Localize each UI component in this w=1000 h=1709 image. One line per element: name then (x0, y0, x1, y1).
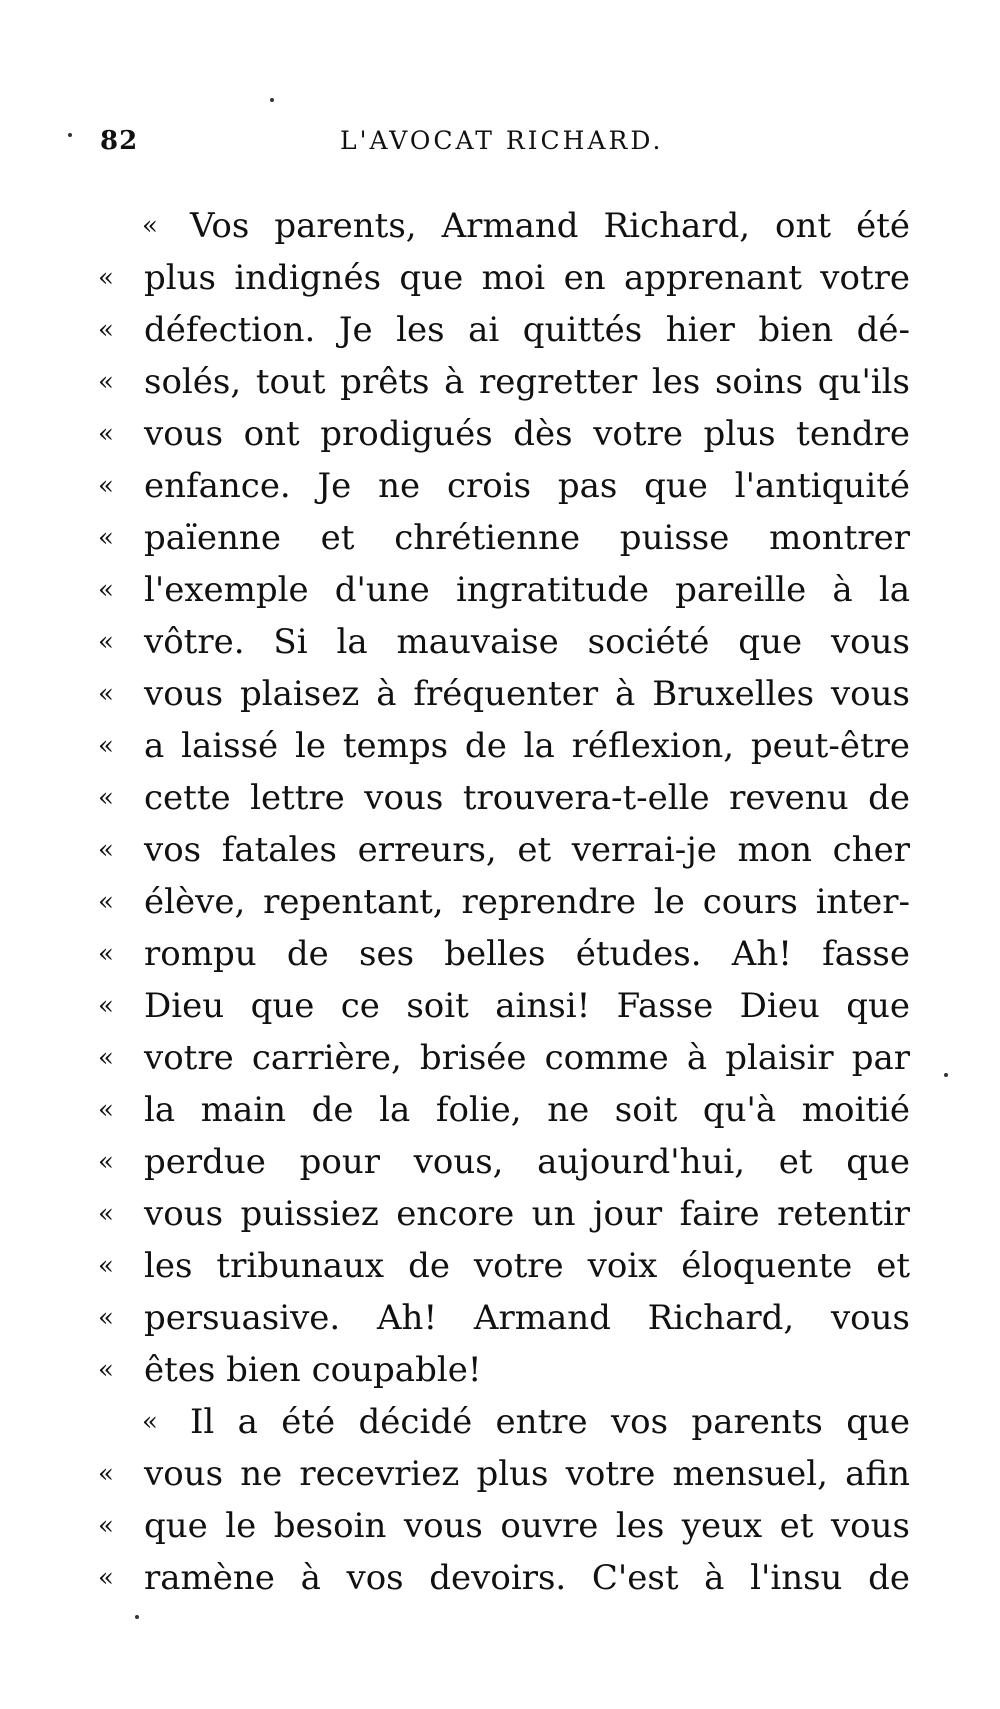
body-text (98, 200, 910, 1604)
text-line (98, 980, 910, 1032)
text-line (98, 1344, 910, 1396)
guillemet: « (98, 523, 114, 553)
guillemet: « (98, 1147, 114, 1177)
line-text: a laissé le temps de la réflexion, peut-être (144, 726, 910, 766)
line-text: plus indignés que moi en apprenant votre (144, 258, 910, 298)
text-line (98, 1084, 910, 1136)
text-line (98, 252, 910, 304)
page-header (100, 126, 910, 166)
guillemet: « (98, 1199, 114, 1229)
line-text: Vos parents, Armand Richard, ont été (190, 206, 910, 246)
guillemet: « (98, 835, 114, 865)
line-text: votre carrière, brisée comme à plaisir par (144, 1038, 910, 1078)
text-line (98, 460, 910, 512)
guillemet: « (98, 575, 114, 605)
guillemet: « (98, 419, 114, 449)
line-text: défection. Je les ai quittés hier bien dé- (144, 310, 910, 350)
scan-speck (944, 1073, 948, 1077)
line-text: vous ne recevriez plus votre mensuel, afin (144, 1454, 910, 1494)
text-line (98, 304, 910, 356)
guillemet: « (98, 627, 114, 657)
text-line (98, 1240, 910, 1292)
guillemet: « (98, 1043, 114, 1073)
scan-speck (270, 98, 274, 102)
line-text: cette lettre vous trouvera-t-elle revenu de (144, 778, 910, 818)
guillemet: « (142, 211, 158, 241)
guillemet: « (98, 731, 114, 761)
guillemet: « (98, 1355, 114, 1385)
guillemet: « (98, 1251, 114, 1281)
guillemet: « (98, 1563, 114, 1593)
guillemet: « (98, 679, 114, 709)
line-text: vos fatales erreurs, et verrai-je mon cher (144, 830, 910, 870)
line-text: ramène à vos devoirs. C'est à l'insu de (144, 1558, 910, 1598)
line-text: solés, tout prêts à regretter les soins qu'ils (144, 362, 910, 402)
guillemet: « (98, 783, 114, 813)
text-line (98, 1500, 910, 1552)
line-text: l'exemple d'une ingratitude pareille à la (144, 570, 910, 610)
guillemet: « (98, 939, 114, 969)
line-text: Dieu que ce soit ainsi! Fasse Dieu que (144, 986, 910, 1026)
running-title: L'AVOCAT RICHARD. (340, 126, 664, 155)
text-line (98, 876, 910, 928)
guillemet: « (98, 315, 114, 345)
line-text: vôtre. Si la mauvaise société que vous (144, 622, 910, 662)
line-text: païenne et chrétienne puisse montrer (144, 518, 910, 558)
line-text: les tribunaux de votre voix éloquente et (144, 1246, 910, 1286)
line-text: élève, repentant, reprendre le cours inter- (144, 882, 910, 922)
text-line (98, 1032, 910, 1084)
text-line (98, 772, 910, 824)
line-text: que le besoin vous ouvre les yeux et vous (144, 1506, 910, 1546)
text-line (98, 928, 910, 980)
text-line (98, 616, 910, 668)
guillemet: « (142, 1407, 158, 1437)
text-line (98, 720, 910, 772)
scan-speck (135, 1615, 139, 1619)
line-text: enfance. Je ne crois pas que l'antiquité (144, 466, 910, 506)
guillemet: « (98, 991, 114, 1021)
line-text: vous puissiez encore un jour faire retentir (144, 1194, 910, 1234)
guillemet: « (98, 1303, 114, 1333)
text-line (98, 1188, 910, 1240)
line-text: vous plaisez à fréquenter à Bruxelles vous (144, 674, 910, 714)
line-text: persuasive. Ah! Armand Richard, vous (144, 1298, 910, 1338)
guillemet: « (98, 367, 114, 397)
guillemet: « (98, 887, 114, 917)
guillemet: « (98, 1511, 114, 1541)
text-line (98, 824, 910, 876)
text-line (98, 1396, 910, 1448)
page-number: 82 (100, 126, 139, 156)
guillemet: « (98, 471, 114, 501)
text-line (98, 512, 910, 564)
line-text: êtes bien coupable! (144, 1350, 482, 1390)
line-text: vous ont prodigués dès votre plus tendre (144, 414, 910, 454)
scan-speck (68, 133, 72, 137)
line-text: Il a été décidé entre vos parents que (190, 1402, 910, 1442)
line-text: rompu de ses belles études. Ah! fasse (144, 934, 910, 974)
text-line (98, 408, 910, 460)
text-line (98, 356, 910, 408)
guillemet: « (98, 1459, 114, 1489)
text-line (98, 1292, 910, 1344)
line-text: la main de la folie, ne soit qu'à moitié (144, 1090, 910, 1130)
line-text: perdue pour vous, aujourd'hui, et que (144, 1142, 910, 1182)
guillemet: « (98, 263, 114, 293)
text-line (98, 1448, 910, 1500)
text-line (98, 668, 910, 720)
text-line (98, 1136, 910, 1188)
text-line (98, 1552, 910, 1604)
text-line (98, 200, 910, 252)
guillemet: « (98, 1095, 114, 1125)
text-line (98, 564, 910, 616)
